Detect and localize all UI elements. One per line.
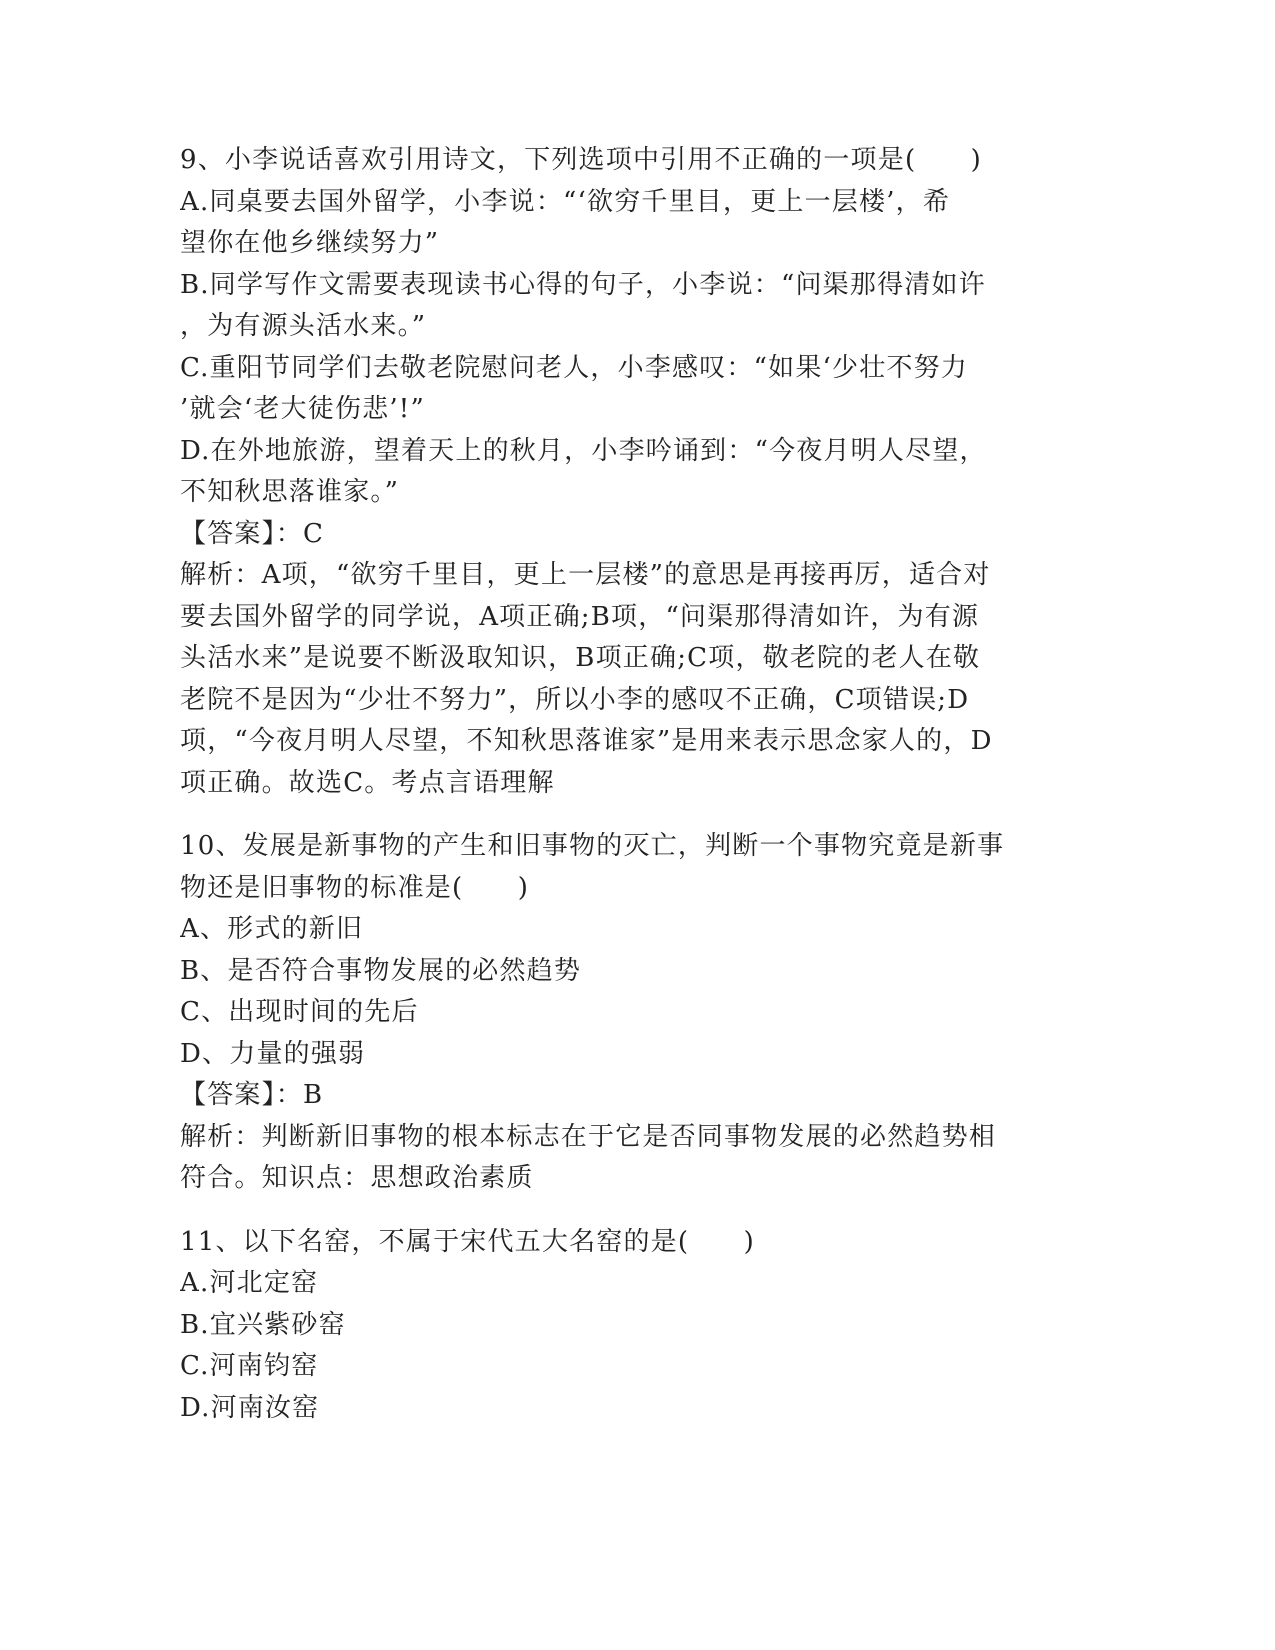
analysis-line: 符合。知识点：思想政治素质	[180, 1163, 534, 1193]
option-b-continued: ，为有源头活水来。”	[180, 311, 427, 341]
analysis-line: 项，“今夜月明人尽望，不知秋思落谁家”是用来表示思念家人的，D	[180, 726, 993, 756]
analysis-line: 解析：判断新旧事物的根本标志在于它是否同事物发展的必然趋势相	[180, 1121, 997, 1152]
question-stem-continued: 物还是旧事物的标准是( )	[180, 872, 530, 903]
analysis-line: 解析：A项，“欲穷千里目，更上一层楼”的意思是再接再厉，适合对	[180, 560, 991, 590]
option-a-continued: 望你在他乡继续努力”	[180, 228, 440, 258]
option-c: C.河南钧窑	[180, 1351, 319, 1381]
question-10	[180, 826, 1040, 1200]
option-b: B.同学写作文需要表现读书心得的句子，小李说：“问渠那得清如许	[180, 269, 986, 300]
option-d-continued: 不知秋思落谁家。”	[180, 477, 400, 507]
option-b: B.宜兴紫砂窑	[180, 1309, 346, 1340]
document-page	[180, 140, 1040, 1429]
option-c-continued: ’就会‘老大徒伤悲’!”	[180, 394, 425, 424]
analysis-line: 老院不是因为“少壮不努力”，所以小李的感叹不正确，C项错误;D	[180, 684, 970, 715]
question-stem: 9、小李说话喜欢引用诗文，下列选项中引用不正确的一项是( )	[180, 145, 983, 175]
option-c: C、出现时间的先后	[180, 997, 419, 1027]
option-a: A.河北定窑	[180, 1268, 319, 1298]
question-stem: 11、以下名窑，不属于宋代五大名窑的是( )	[180, 1226, 755, 1257]
option-d: D.河南汝窑	[180, 1392, 320, 1423]
answer: 【答案】：B	[180, 1080, 324, 1110]
question-stem: 10、发展是新事物的产生和旧事物的灭亡，判断一个事物究竟是新事	[180, 831, 1005, 861]
option-c: C.重阳节同学们去敬老院慰问老人，小李感叹：“如果‘少壮不努力	[180, 352, 968, 383]
analysis-line: 头活水来”是说要不断汲取知识，B项正确;C项，敬老院的老人在敬	[180, 643, 981, 673]
option-b: B、是否符合事物发展的必然趋势	[180, 955, 582, 986]
question-9	[180, 140, 1040, 804]
option-d: D、力量的强弱	[180, 1038, 366, 1069]
question-11	[180, 1222, 1040, 1430]
answer: 【答案】：C	[180, 518, 325, 549]
analysis-line: 要去国外留学的同学说，A项正确;B项，“问渠那得清如许，为有源	[180, 601, 980, 632]
option-a: A、形式的新旧	[180, 914, 364, 944]
option-d: D.在外地旅游，望着天上的秋月，小李吟诵到：“今夜月明人尽望，	[180, 435, 987, 466]
analysis-line: 项正确。故选C。考点言语理解	[180, 767, 555, 798]
option-a: A.同桌要去国外留学，小李说：“‘欲穷千里目，更上一层楼’，希	[180, 186, 951, 217]
